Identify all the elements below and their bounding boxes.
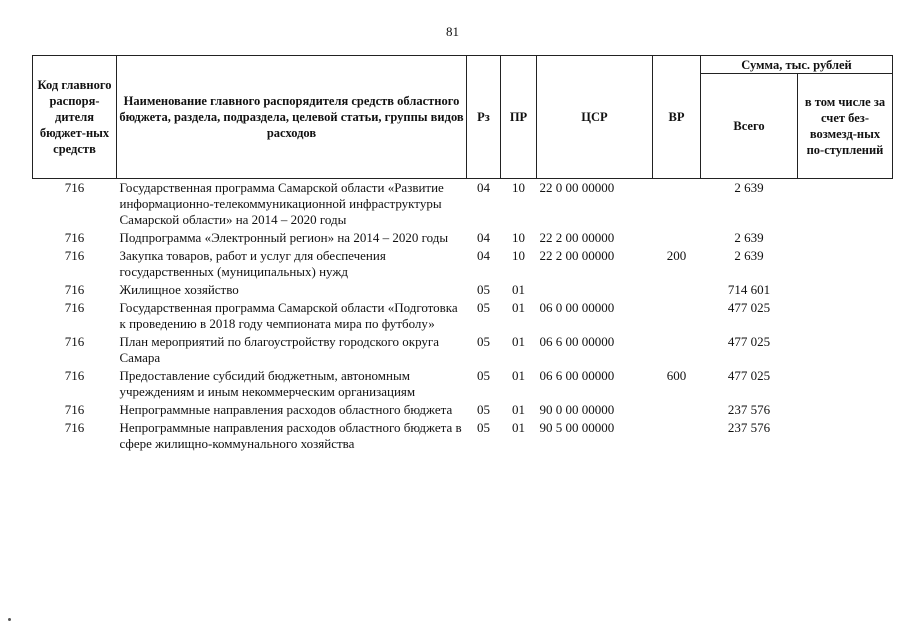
cell-gratuitous — [798, 179, 893, 230]
header-csr: ЦСР — [537, 56, 653, 179]
cell-total: 2 639 — [734, 230, 764, 245]
table-row — [33, 179, 893, 230]
cell-pr: 10 — [512, 230, 525, 245]
header-sum: Сумма, тыс. рублей — [701, 56, 893, 74]
cell-rz: 04 — [477, 248, 490, 263]
header-rz: Рз — [467, 56, 501, 179]
cell-gratuitous — [798, 333, 893, 367]
cell-rz: 05 — [477, 282, 490, 297]
cell-total: 477 025 — [727, 368, 771, 383]
cell-csr — [537, 281, 653, 299]
cell-total: 714 601 — [727, 282, 771, 297]
cell-pr: 01 — [512, 420, 525, 435]
cell-code: 716 — [64, 402, 85, 417]
header-total: Всего — [701, 74, 798, 179]
cell-vr — [653, 179, 701, 230]
cell-total: 477 025 — [727, 334, 771, 349]
cell-gratuitous — [798, 229, 893, 247]
cell-pr: 01 — [512, 334, 525, 349]
scan-speck — [8, 618, 11, 621]
table-row — [33, 333, 893, 367]
cell-pr: 01 — [512, 282, 525, 297]
cell-pr: 01 — [512, 368, 525, 383]
cell-gratuitous — [798, 247, 893, 281]
cell-rz: 04 — [477, 180, 490, 195]
cell-code: 716 — [64, 420, 85, 435]
cell-total: 2 639 — [734, 248, 764, 263]
cell-csr: 22 2 00 00000 — [539, 230, 615, 245]
cell-code: 716 — [64, 334, 85, 349]
cell-code: 716 — [64, 248, 85, 263]
cell-csr: 90 0 00 00000 — [539, 402, 615, 417]
cell-csr: 06 6 00 00000 — [539, 334, 615, 349]
cell-code: 716 — [64, 368, 85, 383]
cell-vr: 200 — [666, 248, 687, 263]
cell-name: Непрограммные направления расходов областного бюджета — [119, 402, 453, 417]
cell-name: Подпрограмма «Электронный регион» на 2014 – 2020 годы — [119, 230, 449, 245]
cell-vr — [653, 401, 701, 419]
cell-gratuitous — [798, 419, 893, 453]
cell-name: Непрограммные направления расходов областного бюджета в сфере жилищно-коммунального хозяйства — [119, 420, 462, 451]
cell-rz: 05 — [477, 334, 490, 349]
cell-vr — [653, 229, 701, 247]
table-row — [33, 281, 893, 299]
table-row — [33, 401, 893, 419]
cell-code: 716 — [64, 230, 85, 245]
cell-name: Предоставление субсидий бюджетным, автономным учреждениям и иным некоммерческим организациям — [119, 368, 416, 399]
cell-pr: 10 — [512, 180, 525, 195]
cell-pr: 10 — [512, 248, 525, 263]
cell-vr — [653, 333, 701, 367]
cell-total: 2 639 — [734, 180, 764, 195]
table-body — [33, 179, 893, 454]
cell-code: 716 — [64, 300, 85, 315]
table-row — [33, 299, 893, 333]
table-header — [33, 56, 893, 179]
cell-name: План мероприятий по благоустройству городского округа Самара — [119, 334, 439, 365]
cell-name: Государственная программа Самарской области «Развитие информационно-телекоммуникационной инфраструктуры Самарской области» на 2014 – 2020 годы — [119, 180, 444, 227]
header-code: Код главного распоря-дителя бюджет-ных средств — [33, 56, 117, 179]
cell-name: Закупка товаров, работ и услуг для обеспечения государственных (муниципальных) нужд — [119, 248, 386, 279]
cell-rz: 04 — [477, 230, 490, 245]
cell-gratuitous — [798, 401, 893, 419]
cell-gratuitous — [798, 281, 893, 299]
cell-name: Государственная программа Самарской области «Подготовка к проведению в 2018 году чемпионата мира по футболу» — [119, 300, 458, 331]
cell-code: 716 — [64, 282, 85, 297]
cell-rz: 05 — [477, 420, 490, 435]
table-row — [33, 229, 893, 247]
cell-total: 477 025 — [727, 300, 771, 315]
cell-total: 237 576 — [727, 402, 771, 417]
cell-csr: 06 0 00 00000 — [539, 300, 615, 315]
cell-pr: 01 — [512, 300, 525, 315]
cell-rz: 05 — [477, 402, 490, 417]
table-row — [33, 247, 893, 281]
cell-rz: 05 — [477, 368, 490, 383]
cell-vr — [653, 281, 701, 299]
cell-vr — [653, 299, 701, 333]
cell-csr: 90 5 00 00000 — [539, 420, 615, 435]
page-number: 81 — [446, 24, 459, 39]
table-row — [33, 367, 893, 401]
cell-code: 716 — [64, 180, 85, 195]
cell-gratuitous — [798, 367, 893, 401]
cell-csr: 22 2 00 00000 — [539, 248, 615, 263]
header-pr: ПР — [501, 56, 537, 179]
budget-table — [32, 55, 893, 453]
cell-rz: 05 — [477, 300, 490, 315]
cell-pr: 01 — [512, 402, 525, 417]
cell-vr: 600 — [666, 368, 687, 383]
table-row — [33, 419, 893, 453]
header-gratuitous: в том числе за счет без-возмезд-ных по-ступлений — [798, 74, 893, 179]
cell-name: Жилищное хозяйство — [119, 282, 239, 297]
header-name: Наименование главного распорядителя средств областного бюджета, раздела, подраздела, целевой статьи, группы видов расходов — [117, 56, 467, 179]
cell-csr: 22 0 00 00000 — [539, 180, 615, 195]
cell-csr: 06 6 00 00000 — [539, 368, 615, 383]
header-vr: ВР — [653, 56, 701, 179]
cell-gratuitous — [798, 299, 893, 333]
cell-vr — [653, 419, 701, 453]
cell-total: 237 576 — [727, 420, 771, 435]
